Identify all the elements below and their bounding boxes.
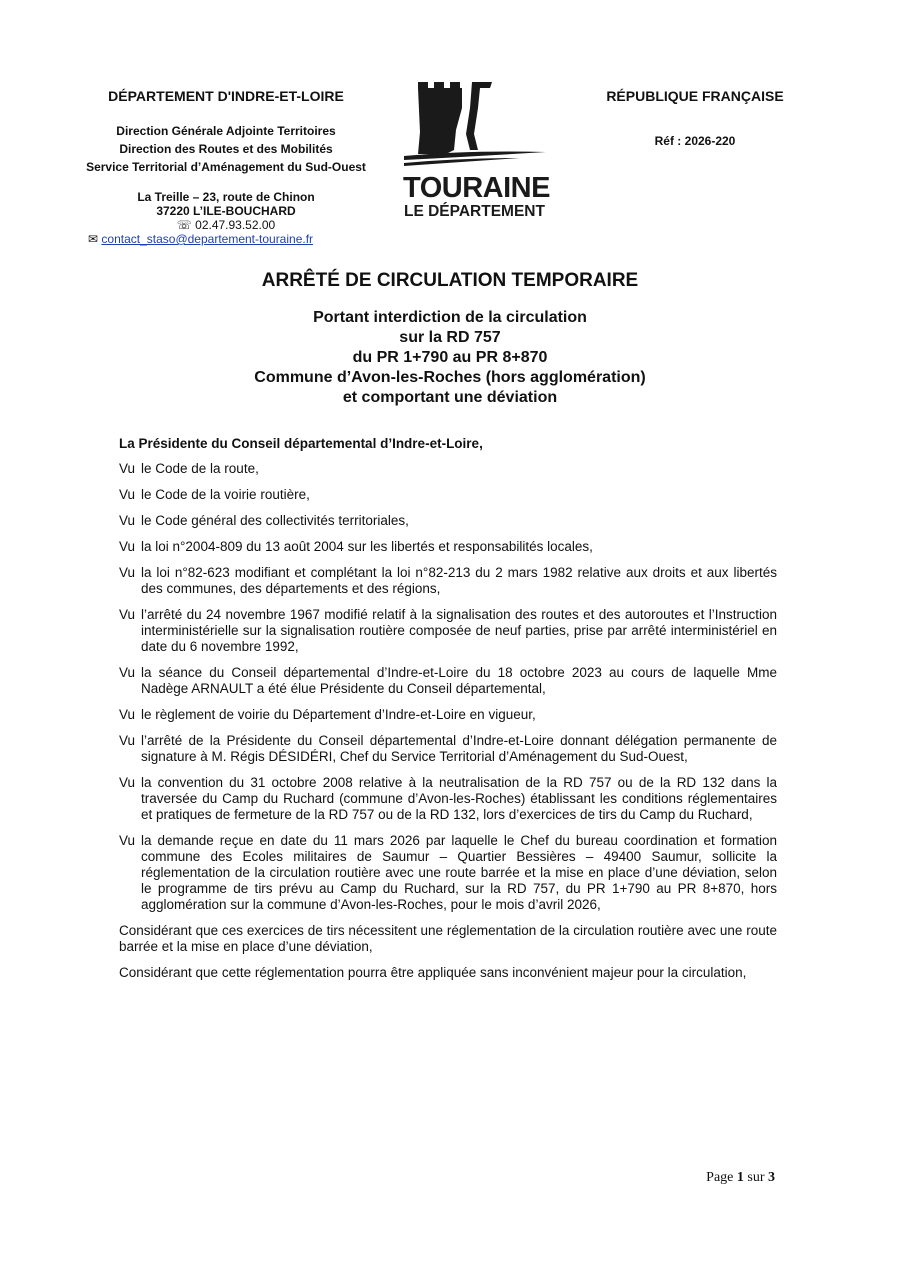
vu-label: Vu <box>119 833 136 848</box>
vu-text: le Code général des collectivités territoriales, <box>141 513 409 528</box>
vu-item <box>119 665 777 697</box>
subtitle-line: sur la RD 757 <box>399 329 501 346</box>
page-indicator <box>660 1170 775 1186</box>
subtitle-line: Portant interdiction de la circulation <box>313 309 587 326</box>
vu-item <box>119 833 777 913</box>
vu-label: Vu <box>119 733 136 748</box>
vu-text: la loi n°2004-809 du 13 août 2004 sur les libertés et responsabilités locales, <box>141 539 593 554</box>
vu-text: la convention du 31 octobre 2008 relative à la neutralisation de la RD 757 ou de la RD 132 dans la traversée du Camp du Ruchard (commune d’Avon-les-Roches) établissant les conditions réglementaires et pratiques de fermeture de la RD 757 ou de la RD 132, lors d’exercices de tirs du Camp du Ruchard, <box>141 775 777 822</box>
document-title: ARRÊTÉ DE CIRCULATION TEMPORAIRE <box>261 270 639 291</box>
vu-item <box>119 565 777 597</box>
page-number: 1 <box>736 1170 744 1185</box>
touraine-logo <box>400 78 550 228</box>
direction-line: Direction des Routes et des Mobilités <box>119 142 333 156</box>
vu-text: le règlement de voirie du Département d’Indre-et-Loire en vigueur, <box>141 707 536 722</box>
vu-item <box>119 607 777 655</box>
vu-text: le Code de la voirie routière, <box>141 487 310 502</box>
considerant-paragraph: Considérant que cette réglementation pourra être appliquée sans inconvénient majeur pour la circulation, <box>119 965 747 980</box>
logo-name-line1: TOURAINE <box>403 172 550 204</box>
vu-item <box>119 707 777 723</box>
logo-name-line2: LE DÉPARTEMENT <box>404 203 545 220</box>
vu-text: la loi n°82-623 modifiant et complétant la loi n°82-213 du 2 mars 1982 relative aux droits et aux libertés des communes, des départements et des régions, <box>141 565 777 596</box>
vu-item <box>119 539 777 555</box>
document-subtitle <box>100 308 800 408</box>
issuer-block <box>60 88 392 246</box>
of-word: sur <box>747 1170 765 1185</box>
vu-item <box>119 513 777 529</box>
vu-label: Vu <box>119 607 136 622</box>
subtitle-line: Commune d’Avon-les-Roches (hors agglomération) <box>254 369 646 386</box>
subtitle-line: du PR 1+790 au PR 8+870 <box>352 349 548 366</box>
vu-text: la séance du Conseil départemental d’Indre-et-Loire du 18 octobre 2023 au cours de laquelle Mme Nadège ARNAULT a été élue Présidente du Conseil départemental, <box>141 665 777 696</box>
vu-label: Vu <box>119 665 136 680</box>
email-link[interactable]: contact_staso@departement-touraine.fr <box>101 232 314 246</box>
vu-item <box>119 733 777 765</box>
vu-text: la demande reçue en date du 11 mars 2026 par laquelle le Chef du bureau coordination et formation commune des Ecoles militaires de Saumur – Quartier Bessières – 49400 Saumur, sollicite la réglementation de la circulation routière avec une route barrée et la mise en place d’une déviation, selon le programme de tirs prévu au Camp du Ruchard, sur la RD 757, du PR 1+790 au PR 8+870, hors agglomération sur la commune d’Avon-les-Roches, pour le mois d’avril 2026, <box>141 833 777 912</box>
address-block <box>60 190 392 246</box>
phone-line <box>60 218 392 232</box>
document-body <box>119 436 777 991</box>
vu-label: Vu <box>119 513 136 528</box>
direction-line: Direction Générale Adjointe Territoires <box>116 124 336 138</box>
direction-line: Service Territorial d’Aménagement du Sud-Ouest <box>86 160 366 174</box>
republic-block <box>560 88 830 148</box>
republic-title: RÉPUBLIQUE FRANÇAISE <box>606 88 784 104</box>
subtitle-line: et comportant une déviation <box>342 389 558 406</box>
president-line: La Présidente du Conseil départemental d’Indre-et-Loire, <box>119 436 483 451</box>
vu-text: le Code de la route, <box>141 461 259 476</box>
address-line: 37220 L’ILE-BOUCHARD <box>156 204 296 218</box>
tower-logo-icon <box>400 78 550 173</box>
department-name: DÉPARTEMENT D'INDRE-ET-LOIRE <box>108 88 344 104</box>
considerant-paragraph: Considérant que ces exercices de tirs nécessitent une réglementation de la circulation routière avec une route barrée et la mise en place d’une déviation, <box>119 923 777 954</box>
vu-text: l’arrêté du 24 novembre 1967 modifié relatif à la signalisation des routes et des autoroutes et l’Instruction interministérielle sur la signalisation routière composée de neuf parties, prise par arrêté interministériel en date du 6 novembre 1992, <box>141 607 777 654</box>
vu-label: Vu <box>119 461 136 476</box>
vu-label: Vu <box>119 539 136 554</box>
vu-label: Vu <box>119 707 136 722</box>
phone-number: 02.47.93.52.00 <box>195 218 276 232</box>
phone-icon: ☏ <box>176 218 192 232</box>
vu-item <box>119 775 777 823</box>
address-line: La Treille – 23, route de Chinon <box>137 190 315 204</box>
directions <box>60 122 392 176</box>
page-total: 3 <box>768 1170 775 1185</box>
vu-label: Vu <box>119 487 136 502</box>
vu-text: l’arrêté de la Présidente du Conseil départemental d’Indre-et-Loire donnant délégation permanente de signature à M. Régis DÉSIDÉRI, Chef du Service Territorial d’Aménagement du Sud-Ouest, <box>141 733 777 764</box>
vu-label: Vu <box>119 565 136 580</box>
vu-item <box>119 461 777 477</box>
email-line <box>60 232 392 246</box>
reference-number: Réf : 2026-220 <box>654 134 736 148</box>
vu-label: Vu <box>119 775 136 790</box>
page-word: Page <box>706 1170 734 1185</box>
vu-item <box>119 487 777 503</box>
envelope-icon: ✉ <box>88 232 99 246</box>
